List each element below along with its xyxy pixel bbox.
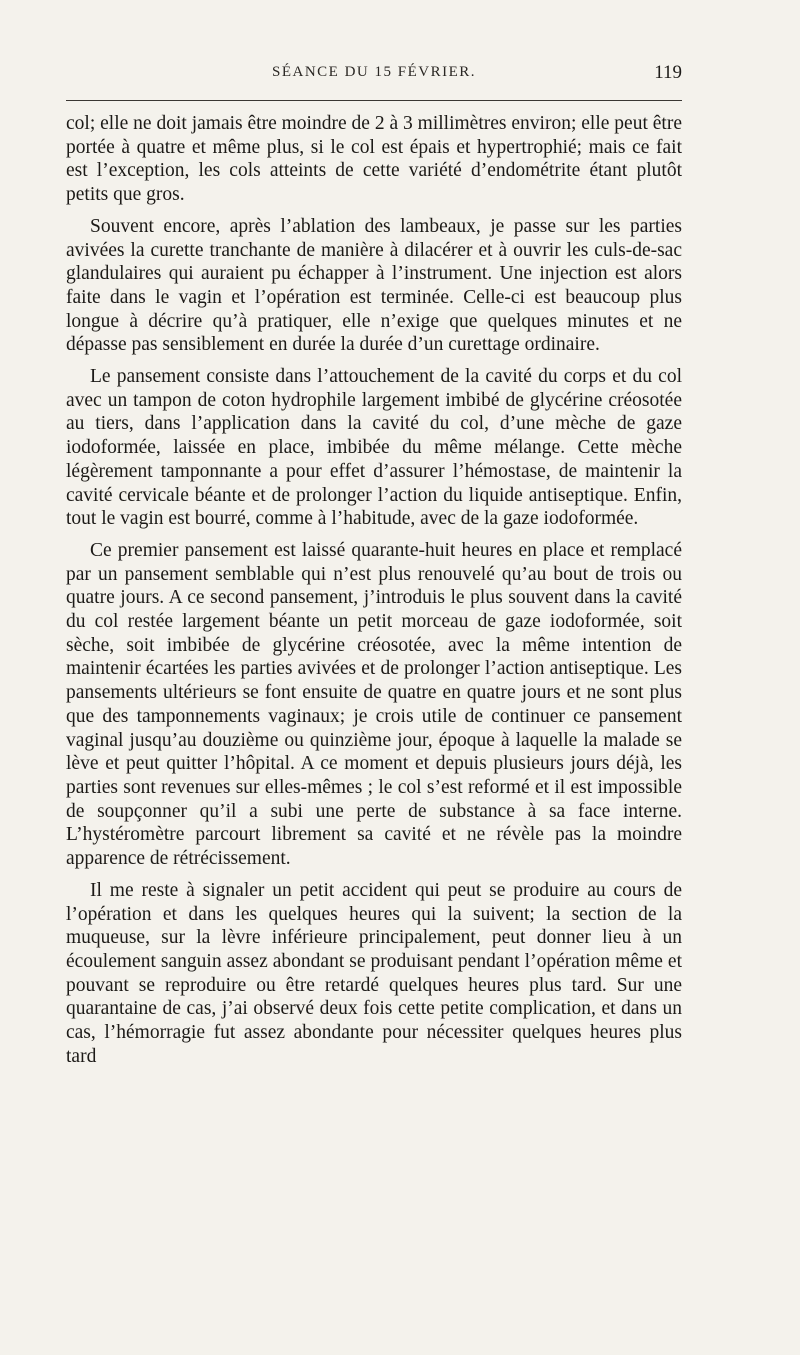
paragraph-4: Ce premier pansement est laissé quarante-huit heures en place et remplacé par un pansement semblable qui n’est plus renouvelé qu’au bout de trois ou quatre jours. A ce second pansement, j’introduis le plus souvent dans la cavité du col restée largement béante un petit morceau de gaze iodoformée, soit sèche, soit imbibée de glycérine créosotée, avec la même intention de maintenir écartées les parties avivées et de prolonger l’action antiseptique. Les pansements ultérieurs se font ensuite de quatre en quatre jours et ne sont plus que des tamponnements vaginaux; je crois utile de continuer ce pansement vaginal jusqu’au douzième ou quinzième jour, époque à laquelle la malade se lève et peut quitter l’hôpital. A ce moment et depuis plusieurs jours déjà, les parties sont revenues sur elles-mêmes ; le col s’est reformé et il est impossible de soupçonner qu’il a subi une perte de substance à sa face interne. L’hystéromètre parcourt librement sa cavité et ne révèle pas la moindre apparence de rétrécissement. [66,539,682,870]
body-text [66,112,682,1076]
paragraph-5: Il me reste à signaler un petit accident qui peut se produire au cours de l’opération et dans les quelques heures qui la suivent; la section de la muqueuse, sur la lèvre inférieure principalement, peut donner lieu à un écoulement sanguin assez abondant se produisant pendant l’opération même et pouvant se reproduire ou être retardé quelques heures plus tard. Sur une quarantaine de cas, j’ai observé deux fois cette petite complication, et dans un cas, l’hémorragie fut assez abondante pour nécessiter quelques heures plus tard [66,879,682,1067]
paragraph-3: Le pansement consiste dans l’attouchement de la cavité du corps et du col avec un tampon de coton hydrophile largement imbibé de glycérine créosotée au tiers, dans l’application dans la cavité du col, d’une mèche de gaze iodoformée, laissée en place, imbibée du même mélange. Cette mèche légèrement tamponnante a pour effet d’assurer l’hémostase, de maintenir la cavité cervicale béante et de prolonger l’action du liquide antiseptique. Enfin, tout le vagin est bourré, comme à l’habitude, avec de la gaze iodoformée. [66,366,682,530]
running-title: SÉANCE DU 15 FÉVRIER. [271,64,476,80]
running-head [66,62,682,88]
header-rule [66,100,682,101]
paragraph-2: Souvent encore, après l’ablation des lambeaux, je passe sur les parties avivées la curette tranchante de manière à dilacérer et à ouvrir les culs-de-sac glandulaires qui auraient pu échapper à l’instrument. Une injection est alors faite dans le vagin et l’opération est terminée. Celle-ci est beaucoup plus longue à décrire qu’à pratiquer, elle n’exige que quelques minutes et ne dépasse pas sensiblement en durée la durée d’un curettage ordinaire. [66,215,682,356]
page-number: 119 [654,62,682,83]
paragraph-1: col; elle ne doit jamais être moindre de 2 à 3 millimètres environ; elle peut être portée à quatre et même plus, si le col est épais et hypertrophié; mais ce fait est l’exception, les cols atteints de cette variété d’endométrite étant plutôt petits que gros. [66,113,682,206]
